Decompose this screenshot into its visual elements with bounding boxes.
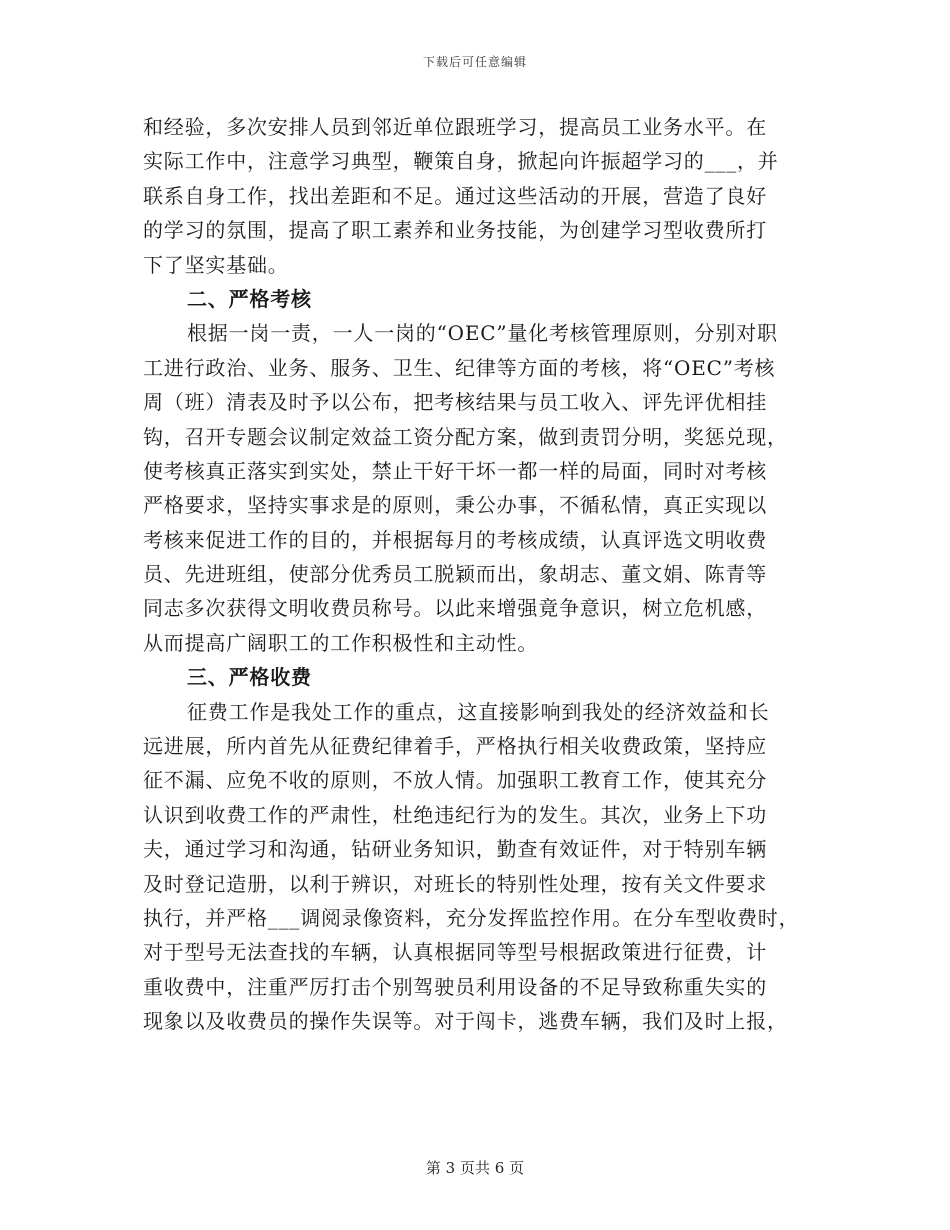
text-line: 使考核真正落实到实处，禁止干好干坏一都一样的局面，同时对考核 [143,458,767,483]
text-line: 钩，召开专题会议制定效益工资分配方案，做到责罚分明，奖惩兑现， [143,424,788,449]
text-line: 远进展，所内首先从征费纪律着手，严格执行相关收费政策，坚持应 [143,734,767,759]
text-line: 执行，并严格___调阅录像资料，充分发挥监控作用。在分车型收费时， [143,905,800,930]
text-line: 征费工作是我处工作的重点，这直接影响到我处的经济效益和长 [187,699,770,724]
text-line: 重收费中，注重严厉打击个别驾驶员利用设备的不足导致称重失实的 [143,974,767,999]
text-line: 员、先进班组，使部分优秀员工脱颖而出，象胡志、董文娟、陈青等 [143,562,767,587]
text-line: 周（班）清表及时予以公布，把考核结果与员工收入、评先评优相挂 [143,390,767,415]
text-line: 从而提高广阔职工的工作积极性和主动性。 [143,630,539,655]
text-line: 夫，通过学习和沟通，钻研业务知识，勤查有效证件，对于特别车辆 [143,837,767,862]
text-line: 考核来促进工作的目的，并根据每月的考核成绩，认真评选文明收费 [143,527,767,552]
text-line: 现象以及收费员的操作失误等。对于闯卡，逃费车辆，我们及时上报， [143,1009,788,1034]
header-note: 下载后可任意编辑 [422,55,527,69]
document-body [143,110,823,1039]
text-line: 严格要求，坚持实事求是的原则，秉公办事，不循私情，真正实现以 [143,493,767,518]
text-line: 根据一岗一责，一人一岗的“OEC”量化考核管理原则，分别对职 [187,321,778,346]
text-line: 同志多次获得文明收费员称号。以此来增强竟争意识，树立危机感， [143,596,767,621]
section-heading-3: 三、严格收费 [187,665,312,690]
text-line: 工进行政治、业务、服务、卫生、纪律等方面的考核，将“OEC”考核 [143,355,776,380]
text-line: 征不漏、应免不收的原则，不放人情。加强职工教育工作，使其充分 [143,768,767,793]
text-line: 实际工作中，注意学习典型，鞭策自身，掀起向许振超学习的___，并 [143,149,779,174]
text-line: 对于型号无法查找的车辆，认真根据同等型号根据政策进行征费，计 [143,940,767,965]
text-line: 联系自身工作，找出差距和不足。通过这些活动的开展，营造了良好 [143,183,767,208]
text-line: 及时登记造册，以利于辨识，对班长的特别性处理，按有关文件要求 [143,871,767,896]
text-line: 和经验，多次安排人员到邻近单位跟班学习，提高员工业务水平。在 [143,115,767,139]
section-heading-2: 二、严格考核 [187,286,312,311]
text-line: 的学习的氛围，提高了职工素养和业务技能，为创建学习型收费所打 [143,218,767,243]
text-line: 认识到收费工作的严肃性，杜绝违纪行为的发生。其次，业务上下功 [143,802,767,827]
page-number: 第 3 页共 6 页 [425,1159,525,1177]
text-line: 下了坚实基础。 [143,252,289,277]
